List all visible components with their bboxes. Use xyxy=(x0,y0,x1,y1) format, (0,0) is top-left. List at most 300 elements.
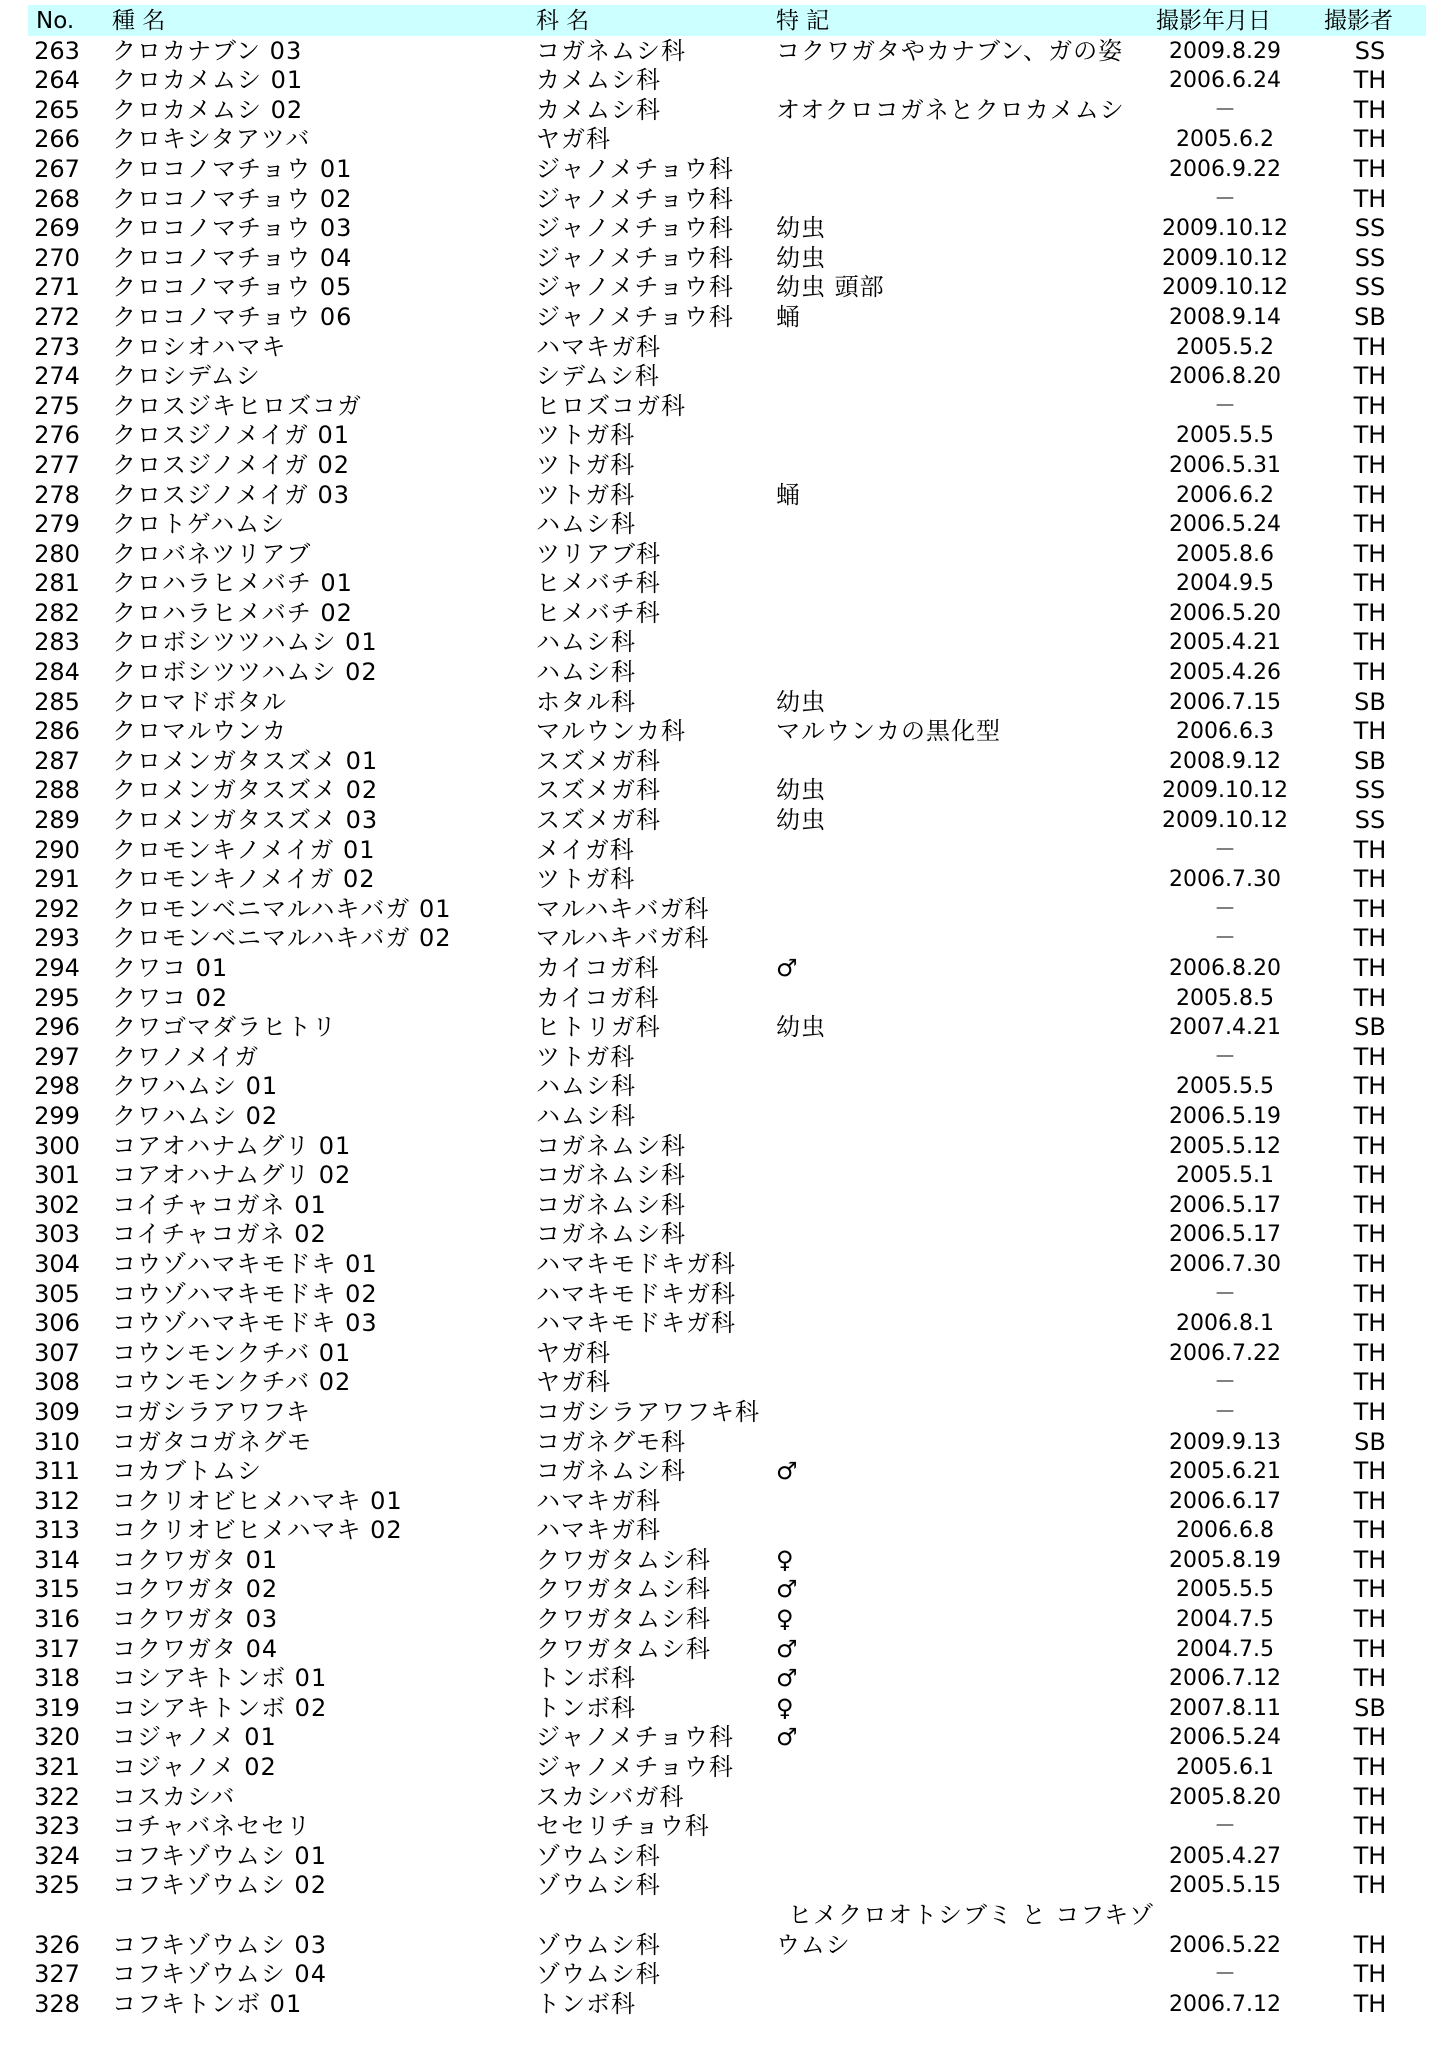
cell-photographer: TH xyxy=(1353,125,1387,154)
cell-species-name: コフキゾウムシ 01 xyxy=(112,1841,327,1870)
cell-species-name: コウゾハマキモドキ 03 xyxy=(112,1309,378,1338)
header-note: 特 記 xyxy=(776,8,830,34)
cell-date: 2006.5.17 xyxy=(1169,1222,1281,1248)
table-row xyxy=(0,1486,1433,1516)
table-body xyxy=(0,36,1433,2019)
cell-no: 315 xyxy=(34,1575,80,1604)
cell-family-name: ハマキモドキガ科 xyxy=(536,1249,736,1278)
cell-species-name: コウゾハマキモドキ 02 xyxy=(112,1279,378,1308)
cell-no: 273 xyxy=(34,332,80,361)
cell-date: 2006.5.24 xyxy=(1169,1725,1281,1751)
cell-photographer: SS xyxy=(1354,806,1386,835)
cell-photographer: TH xyxy=(1353,1368,1387,1397)
cell-family-name: ジャノメチョウ科 xyxy=(536,214,734,243)
table-row xyxy=(0,1220,1433,1250)
cell-species-name: コフキゾウムシ 04 xyxy=(112,1960,327,1989)
cell-photographer: TH xyxy=(1353,1664,1387,1693)
cell-species-name: コクワガタ 03 xyxy=(112,1605,279,1634)
cell-species-name: コフキトンボ 01 xyxy=(112,1989,303,2018)
cell-family-name: トンボ科 xyxy=(536,1664,636,1693)
table-row xyxy=(0,1338,1433,1368)
cell-photographer: SB xyxy=(1354,746,1386,775)
table-row xyxy=(0,835,1433,865)
cell-date: 2006.6.17 xyxy=(1169,1488,1281,1514)
cell-family-name: ゾウムシ科 xyxy=(536,1871,661,1900)
table-row xyxy=(0,1664,1433,1694)
cell-species-name: コカブトムシ xyxy=(112,1457,262,1486)
cell-date: 2006.7.22 xyxy=(1169,1340,1281,1366)
cell-photographer: SS xyxy=(1354,243,1386,272)
cell-species-name: コクワガタ 02 xyxy=(112,1575,279,1604)
cell-species-name: クロマルウンカ xyxy=(112,717,287,746)
cell-date: 2009.10.12 xyxy=(1162,245,1288,271)
table-row xyxy=(0,1723,1433,1753)
table-row xyxy=(0,865,1433,895)
cell-species-name: クワコ 02 xyxy=(112,983,229,1012)
cell-family-name: ジャノメチョウ科 xyxy=(536,1753,734,1782)
cell-family-name: ツトガ科 xyxy=(536,480,636,509)
cell-date: 2006.6.3 xyxy=(1176,719,1274,745)
cell-family-name: ハムシ科 xyxy=(536,1072,636,1101)
table-row xyxy=(0,1693,1433,1723)
cell-photographer: TH xyxy=(1353,1960,1387,1989)
cell-species-name: クロコノマチョウ 05 xyxy=(112,273,353,302)
cell-species-name: コフキゾウムシ 03 xyxy=(112,1930,327,1959)
cell-date: － xyxy=(1213,926,1236,952)
table-row xyxy=(0,1960,1433,1990)
cell-photographer: TH xyxy=(1353,1753,1387,1782)
cell-photographer: SB xyxy=(1354,1013,1386,1042)
header-species-name: 種 名 xyxy=(112,8,166,34)
cell-photographer: TH xyxy=(1353,983,1387,1012)
cell-date: 2005.4.21 xyxy=(1169,630,1281,656)
cell-no: 280 xyxy=(34,539,80,568)
cell-family-name: ツトガ科 xyxy=(536,450,636,479)
cell-note: 幼虫 xyxy=(776,214,826,243)
cell-date: 2005.5.5 xyxy=(1176,1577,1274,1603)
cell-family-name: ヒメバチ科 xyxy=(536,598,661,627)
cell-date: 2005.5.5 xyxy=(1176,423,1274,449)
table-row xyxy=(0,1900,1433,1959)
cell-family-name: ゾウムシ科 xyxy=(536,1841,661,1870)
table-row xyxy=(0,1545,1433,1575)
cell-species-name: クロハラヒメバチ 01 xyxy=(112,569,353,598)
cell-date: － xyxy=(1213,97,1236,123)
cell-date: 2005.8.5 xyxy=(1176,985,1274,1011)
table-row xyxy=(0,214,1433,244)
cell-date: － xyxy=(1213,1370,1236,1396)
cell-species-name: クロコノマチョウ 02 xyxy=(112,184,353,213)
cell-no: 287 xyxy=(34,746,80,775)
table-row xyxy=(0,1309,1433,1339)
cell-family-name: コガネムシ科 xyxy=(536,1161,686,1190)
cell-species-name: クロスジノメイガ 03 xyxy=(112,480,351,509)
cell-no: 293 xyxy=(34,924,80,953)
table-row xyxy=(0,1101,1433,1131)
cell-species-name: クロマドボタル xyxy=(112,687,287,716)
cell-no: 278 xyxy=(34,480,80,509)
cell-family-name: シデムシ科 xyxy=(536,362,660,391)
cell-photographer: TH xyxy=(1353,1516,1387,1545)
cell-note: ♂ xyxy=(776,1457,799,1486)
cell-species-name: クロコノマチョウ 06 xyxy=(112,302,353,331)
cell-no: 290 xyxy=(34,835,80,864)
cell-date: 2004.9.5 xyxy=(1176,571,1274,597)
cell-no: 288 xyxy=(34,776,80,805)
cell-no: 305 xyxy=(34,1279,80,1308)
cell-no: 325 xyxy=(34,1871,80,1900)
cell-note: ♀ xyxy=(776,1545,795,1574)
table-row xyxy=(0,480,1433,510)
cell-date: 2008.9.14 xyxy=(1169,304,1281,330)
table-row xyxy=(0,1161,1433,1191)
cell-species-name: コアオハナムグリ 01 xyxy=(112,1131,352,1160)
cell-no: 323 xyxy=(34,1812,80,1841)
cell-date: 2006.5.17 xyxy=(1169,1192,1281,1218)
cell-species-name: クワノメイガ xyxy=(112,1042,260,1071)
cell-species-name: クロコノマチョウ 03 xyxy=(112,214,353,243)
cell-family-name: コガシラアワフキ科 xyxy=(536,1397,761,1426)
cell-family-name: ハマキモドキガ科 xyxy=(536,1279,736,1308)
cell-family-name: ジャノメチョウ科 xyxy=(536,184,734,213)
cell-family-name: ヒメバチ科 xyxy=(536,569,661,598)
cell-no: 318 xyxy=(34,1664,80,1693)
cell-note: 蛹 xyxy=(776,302,801,331)
cell-photographer: TH xyxy=(1353,1249,1387,1278)
cell-no: 283 xyxy=(34,628,80,657)
cell-date: 2005.6.21 xyxy=(1169,1459,1281,1485)
cell-photographer: TH xyxy=(1353,1190,1387,1219)
table-row xyxy=(0,1752,1433,1782)
cell-date: － xyxy=(1213,1281,1236,1307)
cell-date: 2005.8.19 xyxy=(1169,1547,1281,1573)
cell-species-name: クロモンキノメイガ 02 xyxy=(112,865,376,894)
cell-photographer: TH xyxy=(1353,1309,1387,1338)
cell-photographer: TH xyxy=(1353,1457,1387,1486)
cell-no: 285 xyxy=(34,687,80,716)
table-row xyxy=(0,1516,1433,1546)
cell-note: ♂ xyxy=(776,1575,799,1604)
cell-date: 2006.5.19 xyxy=(1169,1103,1281,1129)
cell-photographer: TH xyxy=(1353,184,1387,213)
cell-note: 幼虫 xyxy=(776,687,826,716)
cell-no: 320 xyxy=(34,1723,80,1752)
cell-family-name: ツトガ科 xyxy=(536,421,636,450)
cell-no: 303 xyxy=(34,1220,80,1249)
cell-no: 317 xyxy=(34,1634,80,1663)
cell-photographer: TH xyxy=(1353,1871,1387,1900)
table-row xyxy=(0,1782,1433,1812)
table-row xyxy=(0,1457,1433,1487)
table-row xyxy=(0,805,1433,835)
cell-date: － xyxy=(1213,1962,1236,1988)
table-row xyxy=(0,598,1433,628)
cell-date: 2005.5.1 xyxy=(1176,1163,1274,1189)
cell-photographer: TH xyxy=(1353,1161,1387,1190)
cell-date: － xyxy=(1213,393,1236,419)
cell-date: 2006.7.15 xyxy=(1169,689,1281,715)
cell-date: 2005.4.27 xyxy=(1169,1843,1281,1869)
cell-no: 269 xyxy=(34,214,80,243)
cell-date: 2008.9.12 xyxy=(1169,748,1281,774)
cell-family-name: コガネムシ科 xyxy=(536,1190,686,1219)
cell-family-name: スカシバガ科 xyxy=(536,1782,685,1811)
cell-no: 282 xyxy=(34,598,80,627)
cell-note: 幼虫 頭部 xyxy=(776,273,885,302)
cell-family-name: ハマキモドキガ科 xyxy=(536,1309,736,1338)
cell-family-name: ジャノメチョウ科 xyxy=(536,1723,734,1752)
table-row xyxy=(0,1013,1433,1043)
table-row xyxy=(0,1841,1433,1871)
cell-species-name: クロスジキヒロズコガ xyxy=(112,391,362,420)
table-row xyxy=(0,924,1433,954)
cell-family-name: ゾウムシ科 xyxy=(536,1930,661,1959)
cell-photographer: TH xyxy=(1353,539,1387,568)
cell-photographer: SS xyxy=(1354,36,1386,65)
table-row xyxy=(0,1249,1433,1279)
cell-species-name: クロコノマチョウ 04 xyxy=(112,243,353,272)
cell-no: 277 xyxy=(34,450,80,479)
cell-photographer: TH xyxy=(1353,95,1387,124)
cell-photographer: SB xyxy=(1354,687,1386,716)
cell-species-name: コシアキトンボ 01 xyxy=(112,1664,328,1693)
cell-family-name: ホタル科 xyxy=(536,687,636,716)
table-row xyxy=(0,953,1433,983)
table-row xyxy=(0,1989,1433,2019)
cell-family-name: ハムシ科 xyxy=(536,510,636,539)
cell-no: 304 xyxy=(34,1249,80,1278)
cell-photographer: TH xyxy=(1353,421,1387,450)
cell-photographer: TH xyxy=(1353,598,1387,627)
cell-date: 2007.4.21 xyxy=(1169,1015,1281,1041)
cell-no: 294 xyxy=(34,954,80,982)
cell-no: 289 xyxy=(34,806,80,835)
cell-photographer: TH xyxy=(1353,569,1387,598)
cell-no: 272 xyxy=(34,302,80,331)
cell-date: 2007.8.11 xyxy=(1169,1695,1281,1721)
table-row xyxy=(0,776,1433,806)
table-row xyxy=(0,1871,1433,1901)
cell-no: 310 xyxy=(34,1427,80,1456)
cell-family-name: スズメガ科 xyxy=(536,806,661,835)
cell-no: 265 xyxy=(34,95,80,124)
cell-no: 326 xyxy=(34,1930,80,1959)
cell-no: 281 xyxy=(34,569,80,598)
cell-family-name: マルハキバガ科 xyxy=(536,894,710,923)
cell-date: 2006.8.20 xyxy=(1169,364,1281,390)
cell-date: 2006.7.30 xyxy=(1169,1251,1281,1277)
cell-note: オオクロコガネとクロカメムシ xyxy=(776,95,1125,124)
cell-note: ウムシ xyxy=(776,1930,851,1959)
cell-family-name: ヤガ科 xyxy=(536,125,611,154)
cell-no: 327 xyxy=(34,1960,80,1989)
table-header xyxy=(28,5,1426,36)
cell-no: 311 xyxy=(34,1457,80,1486)
cell-species-name: クロメンガタスズメ 01 xyxy=(112,746,379,775)
cell-family-name: カメムシ科 xyxy=(536,66,661,95)
cell-family-name: ハムシ科 xyxy=(536,628,636,657)
cell-species-name: コガタコガネグモ xyxy=(112,1427,312,1456)
cell-note: ♀ xyxy=(776,1605,795,1634)
cell-family-name: クワガタムシ科 xyxy=(536,1605,711,1634)
cell-date: 2006.6.2 xyxy=(1176,482,1274,508)
cell-date: 2009.10.12 xyxy=(1162,275,1288,301)
cell-photographer: TH xyxy=(1353,510,1387,539)
cell-family-name: ハムシ科 xyxy=(536,658,636,687)
cell-photographer: TH xyxy=(1353,1545,1387,1574)
cell-photographer: TH xyxy=(1353,1072,1387,1101)
cell-family-name: スズメガ科 xyxy=(536,776,661,805)
cell-no: 292 xyxy=(34,894,80,923)
cell-photographer: TH xyxy=(1353,450,1387,479)
cell-no: 307 xyxy=(34,1338,80,1367)
cell-photographer: TH xyxy=(1353,894,1387,923)
cell-species-name: コクワガタ 04 xyxy=(112,1634,279,1663)
cell-date: 2009.10.12 xyxy=(1162,778,1288,804)
table-row xyxy=(0,687,1433,717)
cell-species-name: コクリオビヒメハマキ 02 xyxy=(112,1516,403,1545)
cell-date: 2005.6.1 xyxy=(1176,1755,1274,1781)
cell-species-name: コシアキトンボ 02 xyxy=(112,1693,328,1722)
header-date: 撮影年月日 xyxy=(1156,8,1271,34)
cell-date: 2006.8.20 xyxy=(1169,956,1281,981)
cell-no: 312 xyxy=(34,1486,80,1515)
cell-no: 291 xyxy=(34,865,80,894)
cell-family-name: ヒロズコガ科 xyxy=(536,391,686,420)
cell-family-name: トンボ科 xyxy=(536,1693,636,1722)
table-row xyxy=(0,1634,1433,1664)
cell-note: ♂ xyxy=(776,1723,799,1752)
cell-date: － xyxy=(1213,186,1236,212)
cell-species-name: コジャノメ 01 xyxy=(112,1723,277,1752)
cell-no: 296 xyxy=(34,1013,80,1042)
table-row xyxy=(0,125,1433,155)
cell-no: 271 xyxy=(34,273,80,302)
cell-family-name: ハマキガ科 xyxy=(536,332,661,361)
table-row xyxy=(0,1604,1433,1634)
cell-date: 2005.5.5 xyxy=(1176,1074,1274,1100)
cell-species-name: クロメンガタスズメ 03 xyxy=(112,806,379,835)
cell-date: 2006.6.24 xyxy=(1169,68,1281,94)
cell-photographer: SS xyxy=(1354,273,1386,302)
cell-species-name: クロカナブン 03 xyxy=(112,36,303,65)
cell-species-name: クロハラヒメバチ 02 xyxy=(112,598,353,627)
cell-photographer: TH xyxy=(1353,835,1387,864)
cell-photographer: TH xyxy=(1353,1634,1387,1663)
cell-no: 267 xyxy=(34,154,80,183)
cell-no: 295 xyxy=(34,983,80,1012)
cell-family-name: マルハキバガ科 xyxy=(536,924,710,953)
cell-family-name: コガネムシ科 xyxy=(536,1457,686,1486)
cell-date: 2005.4.26 xyxy=(1169,660,1281,686)
cell-family-name: ジャノメチョウ科 xyxy=(536,302,734,331)
cell-no: 306 xyxy=(34,1309,80,1338)
cell-species-name: コイチャコガネ 02 xyxy=(112,1220,327,1249)
cell-species-name: クロスジノメイガ 02 xyxy=(112,450,351,479)
cell-species-name: クロボシツツハムシ 01 xyxy=(112,628,378,657)
cell-photographer: TH xyxy=(1353,1279,1387,1308)
cell-species-name: クロバネツリアブ xyxy=(112,539,312,568)
cell-no: 316 xyxy=(34,1605,80,1634)
cell-note: ♂ xyxy=(776,1664,799,1693)
cell-no: 274 xyxy=(34,362,80,391)
table-row xyxy=(0,1812,1433,1842)
cell-no: 328 xyxy=(34,1989,80,2018)
table-row xyxy=(0,628,1433,658)
table-row xyxy=(0,154,1433,184)
cell-species-name: コウンモンクチバ 01 xyxy=(112,1338,352,1367)
cell-photographer: TH xyxy=(1353,391,1387,420)
cell-photographer: TH xyxy=(1353,1989,1387,2018)
cell-species-name: コアオハナムグリ 02 xyxy=(112,1161,352,1190)
table-row xyxy=(0,1397,1433,1427)
cell-date: － xyxy=(1213,1044,1236,1070)
cell-family-name: クワガタムシ科 xyxy=(536,1575,711,1604)
cell-species-name: クワハムシ 01 xyxy=(112,1072,279,1101)
cell-note: 幼虫 xyxy=(776,776,826,805)
table-row xyxy=(0,1190,1433,1220)
cell-family-name: ツトガ科 xyxy=(536,865,636,894)
cell-no: 322 xyxy=(34,1782,80,1811)
cell-photographer: SB xyxy=(1354,1427,1386,1456)
header-family-name: 科 名 xyxy=(536,8,590,34)
table-row xyxy=(0,1042,1433,1072)
cell-photographer: TH xyxy=(1353,1042,1387,1071)
cell-family-name: ハムシ科 xyxy=(536,1101,636,1130)
cell-date: 2005.5.2 xyxy=(1176,334,1274,360)
table-row xyxy=(0,450,1433,480)
cell-species-name: クロトゲハムシ xyxy=(112,510,286,539)
cell-no: 313 xyxy=(34,1516,80,1545)
cell-date: 2005.6.2 xyxy=(1176,127,1274,153)
cell-species-name: クロカメムシ 01 xyxy=(112,66,304,95)
cell-no: 299 xyxy=(34,1101,80,1130)
cell-no: 268 xyxy=(34,184,80,213)
cell-family-name: ヤガ科 xyxy=(536,1338,611,1367)
cell-photographer: TH xyxy=(1353,1605,1387,1634)
cell-family-name: ハマキガ科 xyxy=(536,1486,661,1515)
cell-no: 266 xyxy=(34,125,80,154)
table-row xyxy=(0,36,1433,66)
cell-date: 2006.5.20 xyxy=(1169,600,1281,626)
table-row xyxy=(0,1427,1433,1457)
cell-photographer: TH xyxy=(1353,1131,1387,1160)
cell-species-name: コウンモンクチバ 02 xyxy=(112,1368,352,1397)
cell-no: 276 xyxy=(34,421,80,450)
cell-family-name: メイガ科 xyxy=(536,835,635,864)
cell-photographer: TH xyxy=(1353,480,1387,509)
cell-date: 2009.10.12 xyxy=(1162,808,1288,834)
table-row xyxy=(0,539,1433,569)
cell-photographer: TH xyxy=(1353,154,1387,183)
cell-photographer: TH xyxy=(1353,1575,1387,1604)
cell-photographer: TH xyxy=(1353,1841,1387,1870)
cell-date: 2006.5.24 xyxy=(1169,512,1281,538)
table-row xyxy=(0,1131,1433,1161)
table-row xyxy=(0,894,1433,924)
cell-no: 264 xyxy=(34,66,80,95)
cell-photographer: TH xyxy=(1353,66,1387,95)
cell-family-name: ジャノメチョウ科 xyxy=(536,154,734,183)
cell-no: 308 xyxy=(34,1368,80,1397)
cell-photographer: SS xyxy=(1354,776,1386,805)
cell-note: 幼虫 xyxy=(776,243,826,272)
cell-family-name: ヒトリガ科 xyxy=(536,1013,661,1042)
header-photographer: 撮影者 xyxy=(1324,8,1393,34)
cell-no: 297 xyxy=(34,1042,80,1071)
table-row xyxy=(0,391,1433,421)
cell-no: 321 xyxy=(34,1753,80,1782)
